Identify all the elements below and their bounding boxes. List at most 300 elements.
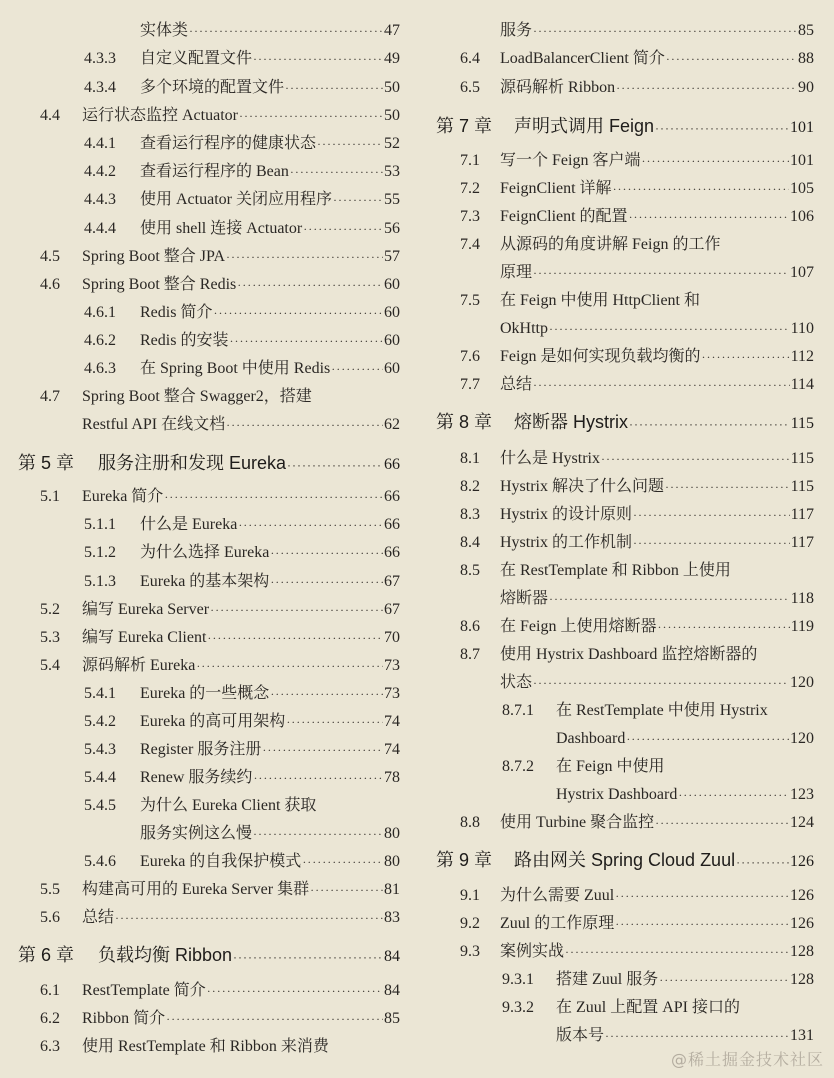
toc-entry-title: Ribbon 简介 [82, 1010, 166, 1027]
toc-page-number: 50 [384, 79, 400, 96]
toc-entry-number: 5.1.3 [84, 573, 116, 590]
toc-entry-title-line [82, 1034, 329, 1060]
toc-entry-title: 构建高可用的 Eureka Server 集群 [82, 881, 310, 898]
toc-entry-title: FeignClient 的配置 [500, 208, 628, 225]
toc-entry [420, 474, 814, 500]
toc-page-number: 66 [384, 456, 400, 473]
toc-entry-title-line [140, 765, 400, 791]
toc-page-number: 60 [384, 360, 400, 377]
toc-page-number: 70 [384, 629, 400, 646]
toc-entry [0, 540, 400, 566]
toc-page-number: 112 [790, 348, 814, 365]
toc-entry-title: Renew 服务续约 [140, 769, 253, 786]
toc-page-number: 119 [790, 618, 814, 635]
toc-entry-title-line [556, 698, 768, 724]
toc-entry-title-line [140, 187, 400, 213]
toc-entry-title: 路由网关 Spring Cloud Zuul [514, 850, 736, 870]
toc-entry-number: 7.7 [460, 376, 480, 393]
toc-page-number: 101 [790, 119, 814, 136]
toc-page-number: 115 [790, 415, 814, 432]
dot-leader [657, 614, 789, 640]
toc-entry-number: 7.4 [460, 236, 480, 253]
toc-entry-title: Hystrix Dashboard [556, 786, 678, 803]
toc-entry-title-line [140, 328, 400, 354]
toc-entry-number: 9.3.1 [502, 971, 534, 988]
toc-entry-title-line [500, 446, 814, 472]
toc-entry-title-line [556, 1023, 814, 1049]
toc-entry [420, 782, 814, 808]
toc-entry-title: Redis 的安装 [140, 332, 229, 349]
toc-entry-title: Spring Boot 整合 Swagger2，搭建 [82, 388, 312, 405]
dot-leader [115, 905, 383, 931]
toc-entry-number: 6.5 [460, 79, 480, 96]
toc-entry-title: 总结 [82, 909, 115, 926]
toc-entry-title: 使用 Actuator 关闭应用程序 [140, 191, 332, 208]
toc-page-number: 57 [384, 248, 400, 265]
toc-entry-title: 总结 [500, 376, 533, 393]
watermark: @稀土掘金技术社区 [670, 1050, 824, 1069]
toc-entry [420, 148, 814, 174]
dot-leader [253, 46, 383, 72]
toc-entry-number: 4.4.2 [84, 163, 116, 180]
toc-entry-title-line [82, 1006, 400, 1032]
toc-page-number: 128 [790, 971, 814, 988]
dot-leader [533, 18, 797, 44]
toc-entry-title: 为什么选择 Eureka [140, 544, 270, 561]
toc-entry-number: 5.2 [40, 601, 60, 618]
toc-entry-title-line [82, 103, 400, 129]
dot-leader [302, 849, 383, 875]
dot-leader [533, 260, 789, 286]
toc-entry-title: 查看运行程序的健康状态 [140, 135, 317, 152]
toc-entry-title: 使用 Hystrix Dashboard 监控熔断器的 [500, 646, 758, 663]
toc-entry-title: 搭建 Zuul 服务 [556, 971, 659, 988]
toc-entry-title: Hystrix 的设计原则 [500, 506, 633, 523]
toc-page-number: 85 [384, 1010, 400, 1027]
dot-leader [605, 1023, 789, 1049]
toc-entry [0, 272, 400, 298]
dot-leader [310, 877, 383, 903]
toc-entry [420, 995, 814, 1021]
toc-entry [0, 597, 400, 623]
toc-entry-title: 在 Feign 中使用 [556, 758, 665, 775]
toc-entry-title-line [140, 540, 400, 566]
toc-page-number: 126 [790, 887, 814, 904]
toc-page-number: 120 [790, 730, 814, 747]
toc-entry-title: Hystrix 的工作机制 [500, 534, 633, 551]
toc-entry-number: 9.3.2 [502, 999, 534, 1016]
toc-entry-number: 6.3 [40, 1038, 60, 1055]
toc-entry-title: Eureka 的一些概念 [140, 685, 270, 702]
toc-entry [420, 260, 814, 286]
toc-entry-number: 4.6.2 [84, 332, 116, 349]
dot-leader [655, 115, 789, 141]
toc-entry [0, 625, 400, 651]
toc-entry-title: FeignClient 详解 [500, 180, 612, 197]
toc-entry-title-line [500, 176, 814, 202]
toc-entry-title-line [140, 849, 400, 875]
toc-page-number: 81 [384, 881, 400, 898]
toc-entry [420, 446, 814, 472]
toc-page-number: 74 [384, 713, 400, 730]
toc-entry-title-line [500, 911, 814, 937]
toc-entry [0, 300, 400, 326]
toc-entry [420, 316, 814, 342]
toc-entry-number: 4.5 [40, 248, 60, 265]
toc-entry [420, 372, 814, 398]
toc-page-number: 85 [798, 22, 814, 39]
toc-entry [420, 586, 814, 612]
toc-page-number: 80 [384, 853, 400, 870]
toc-entry-title-line [140, 569, 400, 595]
toc-entry [420, 75, 814, 101]
toc-entry-number: 5.4.6 [84, 853, 116, 870]
toc-entry-number: 7.3 [460, 208, 480, 225]
toc-entry-title: 什么是 Eureka [140, 516, 238, 533]
toc-page-number: 67 [384, 601, 400, 618]
toc-entry [420, 288, 814, 314]
toc-entry-title-line [556, 726, 814, 752]
toc-entry-title-line [500, 75, 814, 101]
dot-leader [665, 474, 790, 500]
toc-entry-number: 8.4 [460, 534, 480, 551]
toc-entry-number: 5.4.5 [84, 797, 116, 814]
dot-leader [613, 176, 789, 202]
toc-entry-number: 8.7 [460, 646, 480, 663]
toc-entry [420, 726, 814, 752]
dot-leader [238, 512, 383, 538]
toc-entry [0, 356, 400, 382]
toc-entry-title: Eureka 的高可用架构 [140, 713, 286, 730]
toc-entry-title-line [82, 484, 400, 510]
toc-entry [420, 502, 814, 528]
toc-entry-title-line [140, 681, 400, 707]
toc-entry-number: 第 6 章 [18, 945, 75, 965]
toc-entry-title: Spring Boot 整合 JPA [82, 248, 226, 265]
toc-entry [0, 569, 400, 595]
toc-entry-title: 源码解析 Ribbon [500, 79, 616, 96]
toc-entry [420, 967, 814, 993]
dot-leader [533, 372, 790, 398]
toc-entry-title: Hystrix 解决了什么问题 [500, 478, 665, 495]
toc-entry [420, 810, 814, 836]
toc-entry-title-line [500, 316, 814, 342]
toc-entry-title-line [140, 18, 400, 44]
toc-entry-number: 5.6 [40, 909, 60, 926]
toc-entry-title: 熔断器 [500, 590, 549, 607]
toc-page-number: 84 [384, 982, 400, 999]
toc-entry [0, 978, 400, 1004]
dot-leader [270, 540, 383, 566]
dot-leader [655, 810, 789, 836]
dot-leader [210, 597, 383, 623]
dot-leader [641, 148, 789, 174]
dot-leader [331, 356, 383, 382]
toc-entry-title: Feign 是如何实现负载均衡的 [500, 348, 701, 365]
dot-leader [253, 821, 383, 847]
dot-leader [549, 586, 790, 612]
toc-page-number: 107 [790, 264, 814, 281]
toc-entry-number: 5.1.2 [84, 544, 116, 561]
toc-page-number: 114 [790, 376, 814, 393]
toc-page-number: 90 [798, 79, 814, 96]
toc-entry [0, 793, 400, 819]
toc-entry-number: 4.4.4 [84, 220, 116, 237]
toc-entry-title-line [500, 883, 814, 909]
toc-entry-title-line [140, 131, 400, 157]
toc-page-number: 60 [384, 276, 400, 293]
toc-entry [0, 821, 400, 847]
toc-entry-title-line [500, 939, 814, 965]
dot-leader [286, 709, 383, 735]
toc-entry-number: 5.5 [40, 881, 60, 898]
toc-entry-number: 8.6 [460, 618, 480, 635]
toc-entry [0, 75, 400, 101]
dot-leader [701, 344, 789, 370]
dot-leader [549, 316, 790, 342]
toc-entry-title: Spring Boot 整合 Redis [82, 276, 237, 293]
toc-chapter-entry [420, 113, 814, 139]
toc-entry-title: Register 服务注册 [140, 741, 262, 758]
toc-entry [0, 131, 400, 157]
toc-entry-number: 5.4.3 [84, 741, 116, 758]
dot-leader [317, 131, 383, 157]
toc-entry-number: 6.4 [460, 50, 480, 67]
toc-entry-number: 6.1 [40, 982, 60, 999]
toc-entry-title-line [500, 502, 814, 528]
toc-entry-title: 在 Feign 中使用 HttpClient 和 [500, 292, 701, 309]
toc-entry-title-line [500, 46, 814, 72]
toc-entry [420, 670, 814, 696]
toc-page-number: 84 [384, 948, 400, 965]
toc-page-number: 49 [384, 50, 400, 67]
toc-entry-title-line [556, 782, 814, 808]
toc-entry-title-line [500, 642, 757, 668]
dot-leader [270, 681, 383, 707]
toc-page-number: 126 [790, 853, 814, 870]
toc-entry-title: 编写 Eureka Server [82, 601, 210, 618]
toc-entry [0, 737, 400, 763]
toc-entry-title-line [500, 810, 814, 836]
toc-entry-title: 源码解析 Eureka [82, 657, 196, 674]
toc-entry-title: LoadBalancerClient 简介 [500, 50, 665, 67]
toc-page-number: 60 [384, 304, 400, 321]
toc-entry [0, 849, 400, 875]
toc-entry-number: 4.4.1 [84, 135, 116, 152]
toc-entry-title: 在 Feign 上使用熔断器 [500, 618, 657, 635]
toc-entry [420, 530, 814, 556]
toc-page-number: 106 [790, 208, 814, 225]
dot-leader [164, 484, 383, 510]
toc-entry-number: 5.4.2 [84, 713, 116, 730]
toc-entry-title-line [140, 356, 400, 382]
toc-page-number: 120 [790, 674, 814, 691]
toc-entry-title-line [500, 614, 814, 640]
toc-entry-number: 4.7 [40, 388, 60, 405]
toc-entry-title-line [140, 793, 316, 819]
toc-entry-number: 8.2 [460, 478, 480, 495]
toc-entry-number: 8.1 [460, 450, 480, 467]
toc-entry-title-line [500, 474, 814, 500]
toc-entry [420, 911, 814, 937]
dot-leader [237, 272, 383, 298]
toc-entry-title: 多个环境的配置文件 [140, 79, 285, 96]
toc-entry [420, 754, 814, 780]
dot-leader [303, 216, 383, 242]
toc-page-number: 50 [384, 107, 400, 124]
toc-page-number: 55 [384, 191, 400, 208]
toc-entry-title-line [500, 344, 814, 370]
toc-entry-title: 在 Spring Boot 中使用 Redis [140, 360, 331, 377]
toc-entry-title: Eureka 的基本架构 [140, 573, 270, 590]
toc-entry-title: Zuul 的工作原理 [500, 915, 615, 932]
toc-entry-title-line [140, 75, 400, 101]
toc-entry-title: 声明式调用 Feign [514, 116, 655, 136]
toc-entry-number: 5.4.4 [84, 769, 116, 786]
toc-entry-title-line [140, 300, 400, 326]
dot-leader [166, 1006, 383, 1032]
dot-leader [615, 911, 789, 937]
toc-entry-title: 服务注册和发现 Eureka [98, 453, 287, 473]
toc-entry-number: 4.3.4 [84, 79, 116, 96]
toc-entry-number: 4.3.3 [84, 50, 116, 67]
toc-entry [0, 484, 400, 510]
toc-entry-number: 4.4.3 [84, 191, 116, 208]
toc-entry-title-line [98, 450, 400, 478]
toc-entry-title-line [556, 754, 664, 780]
toc-entry-title-line [500, 558, 731, 584]
toc-page-number: 47 [384, 22, 400, 39]
dot-leader [736, 849, 789, 875]
toc-entry-title: Eureka 简介 [82, 488, 164, 505]
dot-leader [333, 187, 383, 213]
toc-entry [0, 1034, 400, 1060]
toc-entry-title-line [500, 372, 814, 398]
toc-entry-title: 负载均衡 Ribbon [98, 945, 233, 965]
toc-entry [0, 681, 400, 707]
toc-entry-title-line [82, 412, 400, 438]
toc-entry-title: 为什么 Eureka Client 获取 [140, 797, 317, 814]
toc-entry-title: 查看运行程序的 Bean [140, 163, 289, 180]
toc-entry-title: Redis 简介 [140, 304, 213, 321]
toc-page-number: 115 [790, 478, 814, 495]
toc-entry-number: 7.1 [460, 152, 480, 169]
toc-entry-title-line [500, 530, 814, 556]
toc-entry-title: 状态 [500, 674, 533, 691]
toc-entry [420, 344, 814, 370]
toc-entry-title: 在 RestTemplate 中使用 Hystrix [556, 702, 768, 719]
toc-entry-number: 7.2 [460, 180, 480, 197]
toc-entry-title-line [140, 821, 400, 847]
toc-entry-title-line [82, 905, 400, 931]
toc-entry-title-line [140, 216, 400, 242]
dot-leader [678, 782, 789, 808]
toc-entry-number: 5.4.1 [84, 685, 116, 702]
toc-entry [0, 877, 400, 903]
toc-entry-title: 写一个 Feign 客户端 [500, 152, 641, 169]
toc-page-number: 123 [790, 786, 814, 803]
toc-entry-title-line [556, 995, 740, 1021]
toc-page-number: 124 [790, 814, 814, 831]
toc-entry [0, 244, 400, 270]
dot-leader [629, 411, 790, 437]
toc-entry [0, 412, 400, 438]
toc-chapter-entry [0, 450, 400, 476]
toc-entry-number: 8.5 [460, 562, 480, 579]
toc-entry-title-line [82, 653, 400, 679]
toc-entry-title: 运行状态监控 Actuator [82, 107, 238, 124]
toc-entry-title-line [514, 113, 814, 141]
dot-leader [213, 300, 383, 326]
toc-entry [420, 939, 814, 965]
dot-leader [229, 328, 383, 354]
toc-entry-number: 7.5 [460, 292, 480, 309]
dot-leader [287, 452, 383, 478]
dot-leader [615, 883, 789, 909]
toc-entry [420, 46, 814, 72]
dot-leader [253, 765, 383, 791]
dot-leader [629, 204, 789, 230]
toc-page-number: 128 [790, 943, 814, 960]
toc-entry-title-line [82, 384, 312, 410]
toc-entry [0, 187, 400, 213]
toc-entry-title: Dashboard [556, 730, 626, 747]
toc-entry-title: 案例实战 [500, 943, 565, 960]
toc-entry-title-line [500, 232, 720, 258]
toc-entry [420, 642, 814, 668]
toc-entry-number: 第 8 章 [436, 412, 493, 432]
toc-entry-title: 在 RestTemplate 和 Ribbon 上使用 [500, 562, 731, 579]
toc-entry-number: 第 5 章 [18, 453, 75, 473]
toc-entry-title-line [140, 46, 400, 72]
toc-entry [0, 512, 400, 538]
toc-entry-title: Restful API 在线文档 [82, 416, 226, 433]
toc-chapter-entry [420, 409, 814, 435]
toc-entry-title-line [556, 967, 814, 993]
toc-entry [0, 765, 400, 791]
toc-entry [0, 103, 400, 129]
toc-entry-title: 服务实例这么慢 [140, 825, 253, 842]
toc-entry-title: 自定义配置文件 [140, 50, 253, 67]
toc-entry [0, 18, 400, 44]
toc-chapter-entry [0, 942, 400, 968]
toc-entry [0, 1006, 400, 1032]
toc-entry-title: 使用 Turbine 聚合监控 [500, 814, 655, 831]
toc-entry-title-line [500, 148, 814, 174]
dot-leader [239, 103, 383, 129]
dot-leader [633, 502, 790, 528]
toc-entry-title: 使用 shell 连接 Actuator [140, 220, 303, 237]
dot-leader [233, 944, 383, 970]
toc-entry-title-line [140, 737, 400, 763]
toc-entry-title-line [82, 597, 400, 623]
toc-entry [0, 709, 400, 735]
dot-leader [196, 653, 383, 679]
toc-entry-title-line [514, 847, 814, 875]
toc-entry [420, 232, 814, 258]
toc-entry-title-line [82, 272, 400, 298]
dot-leader [226, 412, 383, 438]
toc-entry-title-line [140, 709, 400, 735]
toc-entry-title-line [500, 260, 814, 286]
toc-page-number: 83 [384, 909, 400, 926]
toc-entry-number: 5.1.1 [84, 516, 116, 533]
toc-entry-number: 8.8 [460, 814, 480, 831]
toc-entry-title: 从源码的角度讲解 Feign 的工作 [500, 236, 721, 253]
toc-page-number: 73 [384, 657, 400, 674]
dot-leader [616, 75, 797, 101]
toc-entry [420, 1023, 814, 1049]
